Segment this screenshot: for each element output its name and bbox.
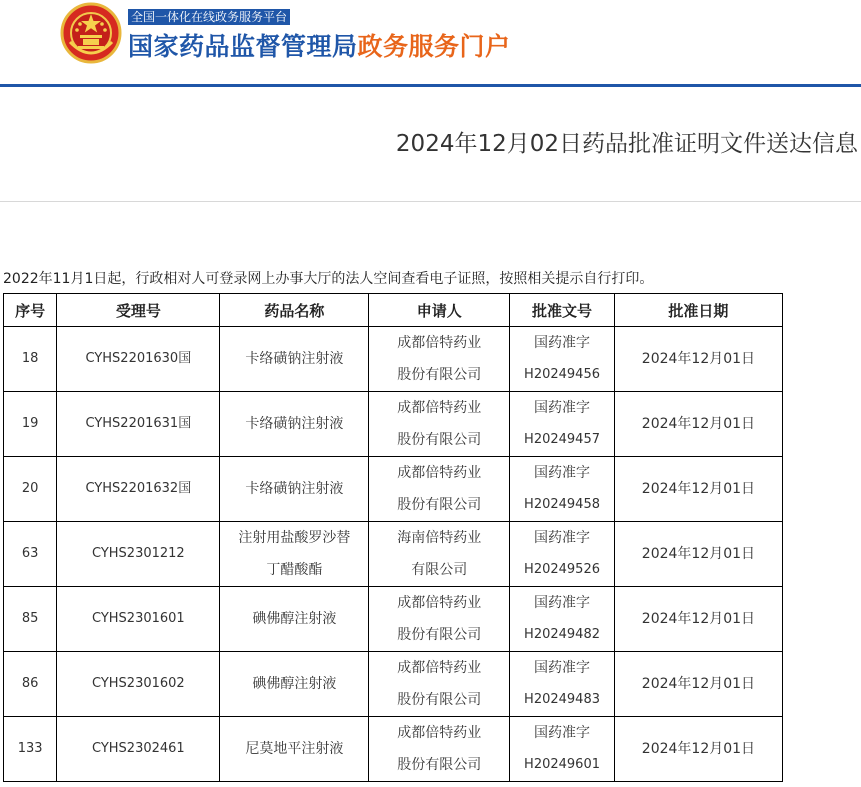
table-row [4, 457, 783, 522]
cell-applicant-line: 股份有限公司 [397, 692, 482, 708]
header-no: 序号 [4, 294, 57, 327]
cell-drug-name-line: 碘佛醇注射液 [252, 676, 337, 692]
cell-applicant-line: 成都倍特药业 [397, 660, 482, 676]
cell-no: 86 [4, 652, 57, 717]
cell-approval-no [510, 587, 615, 652]
cell-drug-name-line: 丁醋酸酯 [266, 562, 323, 578]
cell-no: 85 [4, 587, 57, 652]
cell-applicant-line: 成都倍特药业 [397, 335, 482, 351]
cell-approval-date: 2024年12月01日 [614, 457, 782, 522]
cell-drug-name-line: 卡络磺钠注射液 [245, 416, 344, 432]
portal-header [0, 0, 861, 88]
cell-applicant-line: 股份有限公司 [397, 367, 482, 383]
cell-applicant [369, 522, 510, 587]
cell-approval-no [510, 457, 615, 522]
cell-drug-name [220, 457, 369, 522]
cell-approval-no-line: 国药准字 [534, 400, 591, 416]
cell-approval-no [510, 522, 615, 587]
table-row [4, 392, 783, 457]
cell-approval-no-line: H20249601 [524, 757, 600, 772]
portal-platform-tag[interactable]: 全国一体化在线政务服务平台 [128, 9, 290, 25]
portal-name: 政务服务门户 [357, 32, 511, 61]
approval-table-container [3, 293, 783, 787]
cell-approval-no-line: H20249456 [524, 367, 600, 382]
title-divider [0, 201, 861, 202]
cell-applicant-line: 有限公司 [411, 562, 468, 578]
table-row [4, 652, 783, 717]
header-approval-date: 批准日期 [614, 294, 782, 327]
cell-accept-no: CYHS2301601 [57, 587, 220, 652]
cell-no: 18 [4, 327, 57, 392]
cell-accept-no: CYHS2301212 [57, 522, 220, 587]
national-emblem-icon[interactable] [60, 2, 122, 64]
table-header-row [4, 294, 783, 327]
cell-applicant [369, 327, 510, 392]
header-drug-name: 药品名称 [220, 294, 369, 327]
cell-approval-no [510, 392, 615, 457]
agency-name: 国家药品监督管理局 [128, 32, 358, 61]
cell-drug-name-line: 卡络磺钠注射液 [245, 351, 344, 367]
cell-approval-no-line: 国药准字 [534, 595, 591, 611]
approval-table [3, 293, 783, 782]
cell-applicant [369, 587, 510, 652]
header-accept-no: 受理号 [57, 294, 220, 327]
cell-no: 133 [4, 717, 57, 782]
cell-drug-name [220, 717, 369, 782]
table-row [4, 327, 783, 392]
cell-approval-date: 2024年12月01日 [614, 392, 782, 457]
cell-accept-no: CYHS2201630国 [57, 327, 220, 392]
cell-approval-no-line: 国药准字 [534, 725, 591, 741]
portal-title[interactable] [128, 27, 511, 63]
cell-approval-no-line: H20249458 [524, 497, 600, 512]
cell-drug-name [220, 587, 369, 652]
cell-approval-date: 2024年12月01日 [614, 652, 782, 717]
page-title: 2024年12月02日药品批准证明文件送达信息 [395, 131, 858, 157]
cell-approval-date: 2024年12月01日 [614, 717, 782, 782]
cell-applicant-line: 成都倍特药业 [397, 595, 482, 611]
header-applicant: 申请人 [369, 294, 510, 327]
cell-accept-no: CYHS2301602 [57, 652, 220, 717]
cell-accept-no: CYHS2201631国 [57, 392, 220, 457]
table-body [4, 327, 783, 782]
cell-drug-name [220, 327, 369, 392]
cell-applicant [369, 652, 510, 717]
cell-approval-no-line: 国药准字 [534, 530, 591, 546]
cell-approval-no [510, 652, 615, 717]
cell-no: 20 [4, 457, 57, 522]
cell-approval-no-line: 国药准字 [534, 335, 591, 351]
header-approval-no: 批准文号 [510, 294, 615, 327]
cell-applicant [369, 392, 510, 457]
cell-drug-name [220, 522, 369, 587]
cell-approval-date: 2024年12月01日 [614, 587, 782, 652]
cell-drug-name-line: 碘佛醇注射液 [252, 611, 337, 627]
cell-approval-no-line: 国药准字 [534, 465, 591, 481]
cell-approval-no-line: H20249526 [524, 562, 600, 577]
cell-drug-name-line: 尼莫地平注射液 [245, 741, 344, 757]
cell-applicant-line: 股份有限公司 [397, 757, 482, 773]
cell-applicant-line: 海南倍特药业 [397, 530, 482, 546]
cell-applicant-line: 成都倍特药业 [397, 400, 482, 416]
cell-applicant-line: 股份有限公司 [397, 432, 482, 448]
cell-approval-date: 2024年12月01日 [614, 522, 782, 587]
cell-approval-no-line: H20249482 [524, 627, 600, 642]
notice-text: 2022年11月1日起，行政相对人可登录网上办事大厅的法人空间查看电子证照，按照相关提示自行打印。 [3, 271, 654, 287]
header-divider [0, 84, 861, 87]
cell-drug-name-line: 卡络磺钠注射液 [245, 481, 344, 497]
cell-approval-no-line: H20249483 [524, 692, 600, 707]
cell-accept-no: CYHS2201632国 [57, 457, 220, 522]
cell-approval-no [510, 717, 615, 782]
cell-applicant-line: 成都倍特药业 [397, 465, 482, 481]
cell-approval-date: 2024年12月01日 [614, 327, 782, 392]
table-row [4, 522, 783, 587]
cell-drug-name-line: 注射用盐酸罗沙替 [238, 530, 351, 546]
cell-applicant-line: 成都倍特药业 [397, 725, 482, 741]
cell-applicant [369, 717, 510, 782]
table-row [4, 587, 783, 652]
cell-approval-no [510, 327, 615, 392]
cell-approval-no-line: H20249457 [524, 432, 600, 447]
cell-applicant [369, 457, 510, 522]
table-row [4, 717, 783, 782]
cell-approval-no-line: 国药准字 [534, 660, 591, 676]
cell-applicant-line: 股份有限公司 [397, 497, 482, 513]
cell-drug-name [220, 392, 369, 457]
cell-applicant-line: 股份有限公司 [397, 627, 482, 643]
cell-no: 63 [4, 522, 57, 587]
cell-no: 19 [4, 392, 57, 457]
cell-drug-name [220, 652, 369, 717]
cell-accept-no: CYHS2302461 [57, 717, 220, 782]
